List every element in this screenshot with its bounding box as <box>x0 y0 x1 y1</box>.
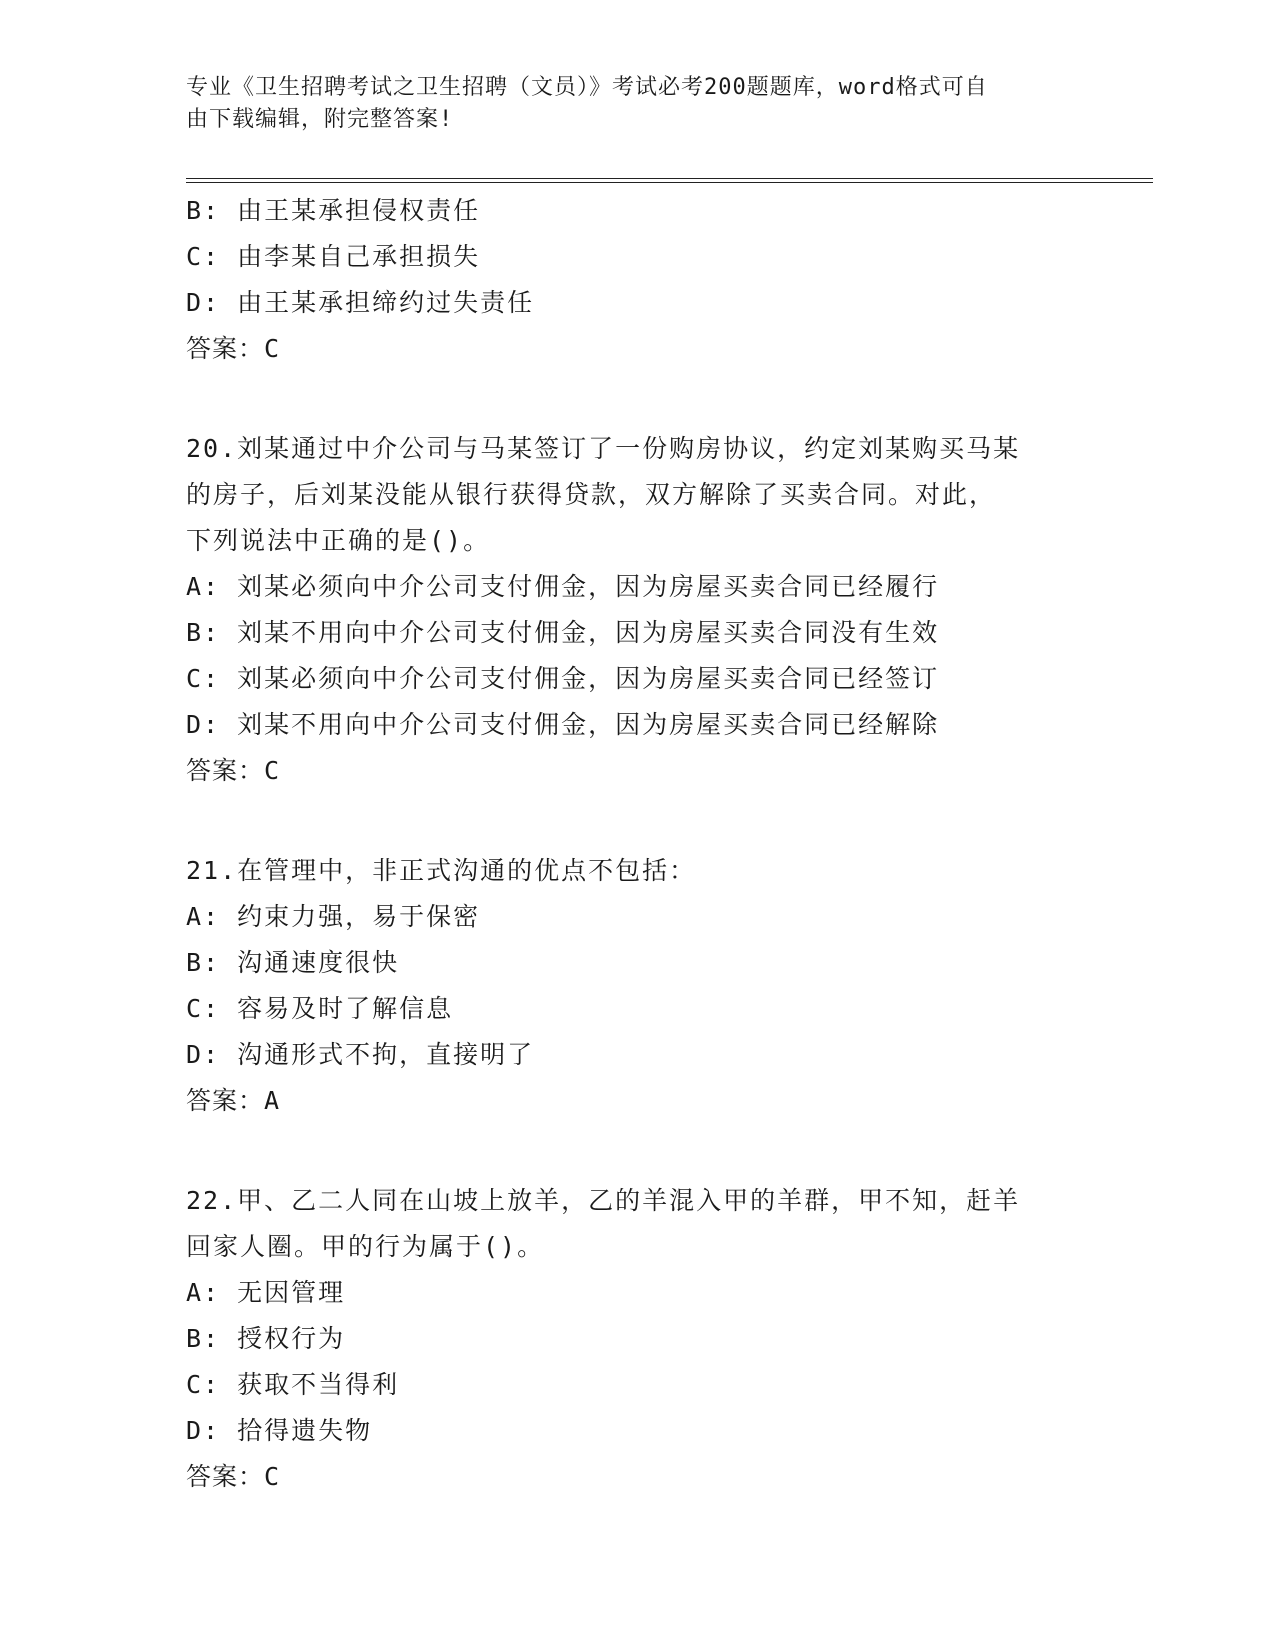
question-stem-line: 的房子，后刘某没能从银行获得贷款，双方解除了买卖合同。对此， <box>186 480 997 509</box>
option-d: D: 拾得遗失物 <box>186 1416 373 1445</box>
question-stem-line: 22.甲、乙二人同在山坡上放羊，乙的羊混入甲的羊群，甲不知，赶羊 <box>186 1186 1021 1215</box>
answer-line: 答案：C <box>186 1462 281 1491</box>
answer-line: 答案：C <box>186 334 281 363</box>
option-c: C: 获取不当得利 <box>186 1370 400 1399</box>
option-c: C: 刘某必须向中介公司支付佣金，因为房屋买卖合同已经签订 <box>186 664 940 693</box>
header-line-2: 由下载编辑，附完整答案! <box>186 107 454 132</box>
question-22 <box>186 1178 1086 1500</box>
document-header <box>186 72 1086 136</box>
option-a: A: 无因管理 <box>186 1278 346 1307</box>
question-20 <box>186 426 1086 794</box>
option-c: C: 容易及时了解信息 <box>186 994 454 1023</box>
option-b: B: 沟通速度很快 <box>186 948 400 977</box>
header-line-1: 专业《卫生招聘考试之卫生招聘（文员）》考试必考200题题库，word格式可自 <box>186 75 988 100</box>
option-c: C: 由李某自己承担损失 <box>186 242 481 271</box>
question-stem-line: 21.在管理中，非正式沟通的优点不包括： <box>186 856 697 885</box>
option-d: D: 沟通形式不拘，直接明了 <box>186 1040 535 1069</box>
question-stem-line: 20.刘某通过中介公司与马某签订了一份购房协议，约定刘某购买马某 <box>186 434 1021 463</box>
option-d: D: 由王某承担缔约过失责任 <box>186 288 535 317</box>
document-body <box>186 188 1086 1500</box>
answer-line: 答案：A <box>186 1086 281 1115</box>
previous-question-tail <box>186 188 1086 372</box>
option-b: B: 刘某不用向中介公司支付佣金，因为房屋买卖合同没有生效 <box>186 618 940 647</box>
option-b: B: 由王某承担侵权责任 <box>186 196 481 225</box>
option-a: A: 刘某必须向中介公司支付佣金，因为房屋买卖合同已经履行 <box>186 572 940 601</box>
question-stem-line: 下列说法中正确的是()。 <box>186 526 491 555</box>
option-a: A: 约束力强，易于保密 <box>186 902 481 931</box>
header-divider <box>186 178 1153 183</box>
question-21 <box>186 848 1086 1124</box>
answer-line: 答案：C <box>186 756 281 785</box>
option-b: B: 授权行为 <box>186 1324 346 1353</box>
question-stem-line: 回家人圈。甲的行为属于()。 <box>186 1232 545 1261</box>
option-d: D: 刘某不用向中介公司支付佣金，因为房屋买卖合同已经解除 <box>186 710 940 739</box>
